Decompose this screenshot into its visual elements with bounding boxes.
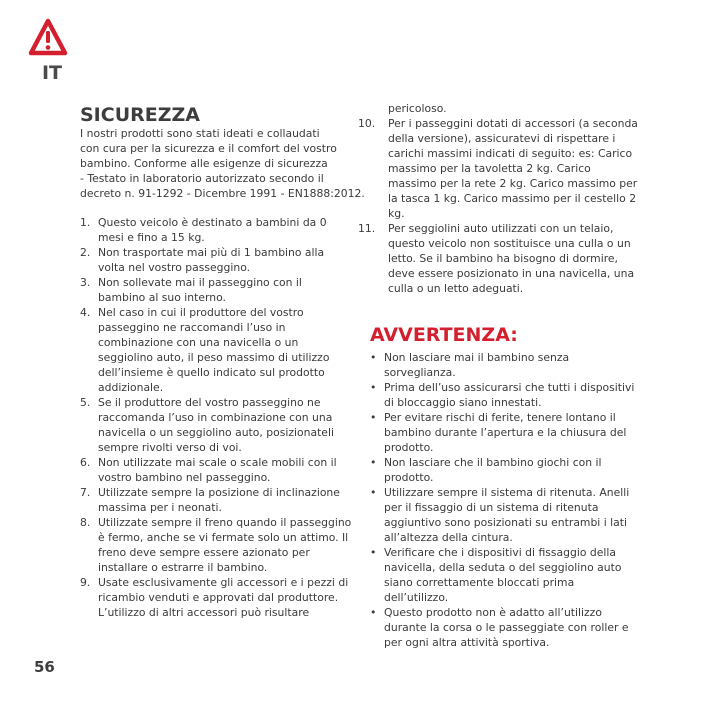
warning-item [370,350,638,380]
safety-rule [80,305,352,395]
rule-number: 9. [80,576,91,589]
rule-text: Utilizzate sempre il freno quando il passeggino è fermo, anche se vi fermate solo un attimo. Il freno deve sempre essere azionato per installare o estrarre il bambino. [98,516,352,574]
intro-line: bambino. Conforme alle esigenze di sicurezza [80,157,328,170]
warning-title: AVVERTENZA: [370,324,518,346]
rule-number: 4. [80,306,91,319]
language-label: IT [41,62,63,84]
intro-line: I nostri prodotti sono stati ideati e collaudati [80,127,320,140]
safety-rules-list-continued [358,116,638,296]
warning-item [370,380,638,410]
warning-text: Non lasciare mai il bambino senza sorveglianza. [384,351,570,379]
rule-number: 7. [80,486,91,499]
safety-rule [80,575,352,620]
bullet: • [370,606,377,619]
rule-9-continuation: pericoloso. [388,102,447,115]
rule-text: Non sollevate mai il passeggino con il bambino al suo interno. [98,276,302,304]
warning-text: Verificare che i dispositivi di fissaggio della navicella, della seduta o del seggiolino auto siano correttamente bloccati prima dell’utilizzo. [384,546,622,604]
warning-list [370,350,638,650]
warning-text: Utilizzare sempre il sistema di ritenuta. Anelli per il fissaggio di un sistema di ritenuta aggiuntivo sono posizionati su entrambi i lati all’altezza della cintura. [384,486,630,544]
safety-rule [80,485,352,515]
intro-line: - Testato in laboratorio autorizzato secondo il [80,172,324,185]
rule-text: Utilizzate sempre la posizione di inclinazione massima per i neonati. [98,486,340,514]
warning-text: Prima dell’uso assicurarsi che tutti i dispositivi di bloccaggio siano innestati. [384,381,635,409]
safety-rule [80,395,352,455]
page-number: 56 [34,658,55,676]
rule-text: Per seggiolini auto utilizzati con un telaio, questo veicolo non sostituisce una culla o un letto. Se il bambino ha bisogno di dormire, deve essere posizionato in una navicella, una culla o un letto adeguati. [388,222,635,295]
rule-number: 8. [80,516,91,529]
bullet: • [370,486,377,499]
bullet: • [370,351,377,364]
safety-rule [80,455,352,485]
rule-text: Questo veicolo è destinato a bambini da 0 mesi e fino a 15 kg. [98,216,327,244]
rule-text: Non trasportate mai più di 1 bambino alla volta nel vostro passeggino. [98,246,325,274]
bullet: • [370,546,377,559]
rule-number: 6. [80,456,91,469]
left-column [80,104,365,620]
bullet: • [370,456,377,469]
warning-item [370,605,638,650]
safety-rule [80,215,352,245]
rule-text: Usate esclusivamente gli accessori e i pezzi di ricambio venduti e approvati dal produttore. L’utilizzo di altri accessori può risultare [98,576,349,619]
right-column [358,101,638,650]
safety-rule [358,221,638,296]
warning-text: Non lasciare che il bambino giochi con il prodotto. [384,456,602,484]
rule-text: Non utilizzate mai scale o scale mobili con il vostro bambino nel passeggino. [98,456,337,484]
rule-number: 1. [80,216,91,229]
rule-number: 11. [358,222,376,235]
intro-line: decreto n. 91-1292 - Dicembre 1991 - EN1888:2012. [80,187,365,200]
safety-rule [80,515,352,575]
safety-rule [358,116,638,221]
warning-item [370,410,638,455]
rule-number: 10. [358,117,376,130]
bullet: • [370,381,377,394]
safety-rule [80,275,352,305]
warning-item [370,545,638,605]
bullet: • [370,411,377,424]
rule-number: 2. [80,246,91,259]
warning-item [370,485,638,545]
rule-number: 3. [80,276,91,289]
safety-intro [80,126,365,201]
rule-number: 5. [80,396,91,409]
warning-triangle-icon [28,18,68,58]
rule-text: Nel caso in cui il produttore del vostro passeggino ne raccomandi l’uso in combinazione con una navicella o un seggiolino auto, il peso massimo di utilizzo dell’insieme è quello indicato sul prodotto addizionale. [98,306,330,394]
safety-rules-list [80,215,352,620]
rule-text: Per i passeggini dotati di accessori (a seconda della versione), assicuratevi di rispettare i carichi massimi indicati di seguito: es: Carico massimo per la tavoletta 2 kg. Carico massimo per la rete 2 kg. Carico massimo per la tasca 1 kg. Carico massimo per il cestello 2 kg. [388,117,638,220]
rule-text: Se il produttore del vostro passeggino ne raccomanda l’uso in combinazione con una navicella o un seggiolino auto, posizionateli sempre rivolti verso di voi. [98,396,334,454]
safety-title: SICUREZZA [80,104,200,126]
intro-line: con cura per la sicurezza e il comfort del vostro [80,142,337,155]
safety-rule [80,245,352,275]
warning-item [370,455,638,485]
warning-text: Questo prodotto non è adatto all’utilizzo durante la corsa o le passeggiate con roller e per ogni altra attività sportiva. [384,606,629,649]
warning-text: Per evitare rischi di ferite, tenere lontano il bambino durante l’apertura e la chiusura del prodotto. [384,411,627,454]
